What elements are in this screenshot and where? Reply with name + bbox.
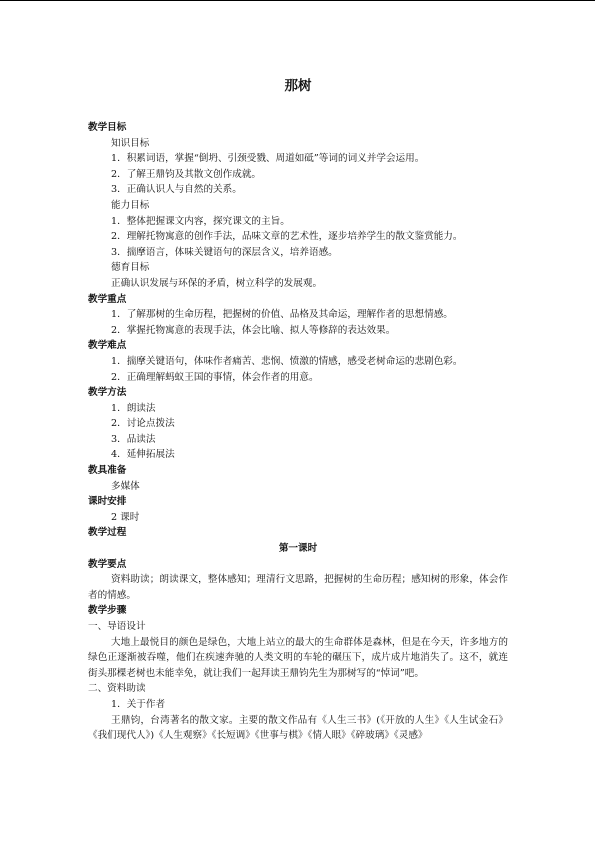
heading-key-points: 教学重点: [88, 293, 127, 305]
list-item: 3．揣摩语言，体味关键语句的深层含义，培养语感。: [111, 246, 338, 258]
heading-steps: 教学步骤: [88, 605, 127, 617]
heading-process: 教学过程: [88, 527, 127, 539]
step-heading: 二、资料助读: [88, 683, 146, 695]
schedule-text: 2 课时: [111, 511, 140, 523]
step-heading: 一、导语设计: [88, 621, 146, 632]
list-item: 2．正确理解蚂蚁王国的事情，体会作者的用意。: [111, 371, 319, 383]
list-item: 1．揣摩关键语句，体味作者痛苦、悲悯、愤激的情感，感受老树命运的悲剧色彩。: [111, 355, 463, 367]
heading-tools: 教具准备: [88, 465, 127, 477]
heading-difficulties: 教学难点: [88, 340, 127, 352]
list-item: 4．延伸拓展法: [111, 449, 175, 461]
top-border-line: [0, 0, 595, 1]
author-paragraph: 王鼎钧，台湾著名的散文家。主要的散文作品有《人生三书》(《开放的人生》《人生试金石》《我们现代人》)《人生观察》《长短调》《世事与棋》《情人眼》《碎玻璃》《灵感》: [88, 714, 508, 742]
document-title: 那树: [284, 78, 312, 94]
list-item: 1．积累词语，掌握“倒坍、引颈受戮、周道如砥”等词的词义并学会运用。: [111, 153, 425, 165]
intro-paragraph: 大地上最悦目的颜色是绿色，大地上站立的最大的生命群体是森林，但是在今天，许多地方的绿色正逐渐被吞噬，他们在疾速奔驰的人类文明的车轮的碾压下，成片成片地消失了。这不，就连街头那棵老树也未能幸免，就让我们一起拜读王鼎钧先生为那树写的“悼词”吧。: [88, 636, 508, 679]
list-item: 3．正确认识人与自然的关系。: [111, 184, 242, 196]
heading-methods: 教学方法: [88, 387, 127, 399]
heading-points: 教学要点: [88, 558, 127, 570]
list-item: 2．了解王鼎钧及其散文创作成就。: [111, 168, 262, 180]
list-item: 1．了解那树的生命历程，把握树的价值、品格及其命运，理解作者的思想情感。: [111, 309, 453, 321]
lesson-title: 第一课时: [278, 543, 318, 555]
sub-heading: 1．关于作者: [111, 698, 166, 710]
list-item: 2．讨论点拨法: [111, 418, 175, 430]
points-paragraph: 资料助读；朗读课文，整体感知；理清行文思路，把握树的生命历程；感知树的形象，体会作者的情感。: [88, 574, 508, 601]
label-knowledge: 知识目标: [111, 137, 150, 149]
list-item: 2．理解托物寓意的创作手法，品味文章的艺术性，逐步培养学生的散文鉴赏能力。: [111, 231, 463, 243]
list-item: 3．品读法: [111, 433, 156, 445]
tools-text: 多媒体: [111, 480, 140, 492]
list-item: 1．朗读法: [111, 402, 156, 414]
list-item: 2．掌握托物寓意的表现手法，体会比喻、拟人等修辞的表达效果。: [111, 324, 396, 336]
heading-objectives: 教学目标: [88, 122, 127, 133]
label-ability: 能力目标: [111, 199, 150, 211]
moral-text: 正确认识发展与环保的矛盾，树立科学的发展观。: [111, 277, 323, 289]
heading-schedule: 课时安排: [88, 496, 127, 508]
list-item: 1．整体把握课文内容，探究课文的主旨。: [111, 215, 290, 227]
label-moral: 德育目标: [111, 262, 150, 274]
document-page: [88, 78, 508, 744]
